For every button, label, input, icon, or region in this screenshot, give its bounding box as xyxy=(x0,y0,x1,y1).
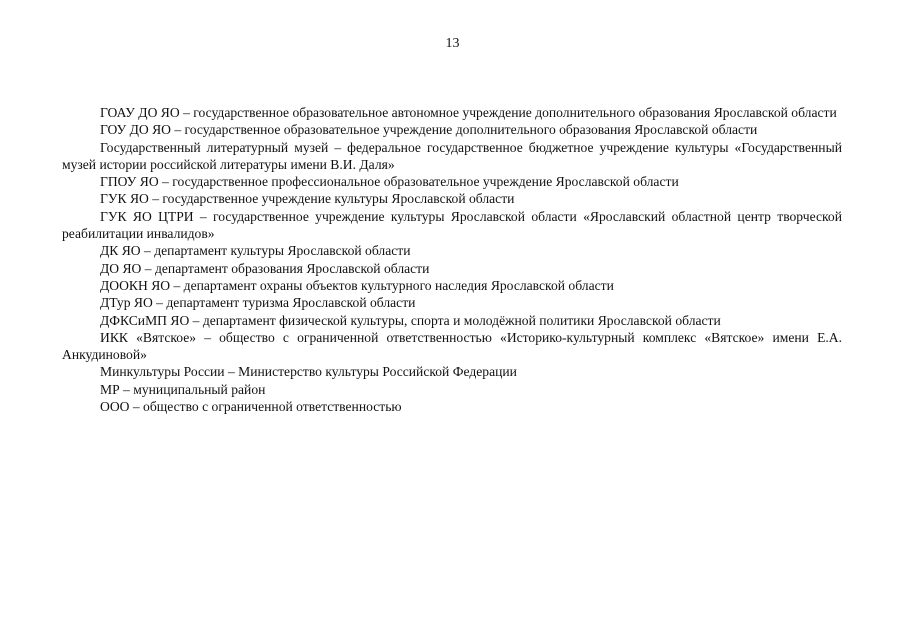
abbreviation-dtur-yao: ДТур ЯО – департамент туризма Ярославской области xyxy=(100,295,416,311)
abbreviation-gou-do-yao: ГОУ ДО ЯО – государственное образовательное учреждение дополнительного образования Ярославской области xyxy=(100,122,758,138)
abbreviation-guk-yao-ctri: ГУК ЯО ЦТРИ – государственное учреждение культуры Ярославской области «Ярославский областной центр творческой реабилитации инвалидов» xyxy=(62,208,842,242)
abbreviation-guk-yao: ГУК ЯО – государственное учреждение культуры Ярославской области xyxy=(100,191,515,207)
abbreviation-goau-do-yao: ГОАУ ДО ЯО – государственное образовательное автономное учреждение дополнительного образования Ярославской области xyxy=(100,105,837,120)
abbreviation-dk-yao: ДК ЯО – департамент культуры Ярославской области xyxy=(100,243,411,259)
abbreviations-list xyxy=(62,104,842,415)
abbreviation-mr: МР – муниципальный район xyxy=(100,381,266,397)
abbreviation-dfksimp-yao: ДФКСиМП ЯО – департамент физической культуры, спорта и молодёжной политики Ярославской области xyxy=(100,312,721,328)
abbreviation-literary-museum: Государственный литературный музей – федеральное государственное бюджетное учреждение культуры «Государственный музей истории российской литературы имени В.И. Даля» xyxy=(62,139,842,172)
abbreviation-dookn-yao: ДООКН ЯО – департамент охраны объектов культурного наследия Ярославской области xyxy=(100,277,614,293)
abbreviation-minkultury: Минкультуры России – Министерство культуры Российской Федерации xyxy=(100,364,517,380)
abbreviation-gpou-yao: ГПОУ ЯО – государственное профессиональное образовательное учреждение Ярославской области xyxy=(100,174,679,190)
abbreviation-ikk-vyatskoe: ИКК «Вятское» – общество с ограниченной ответственностью «Историко-культурный комплекс «Вятское» имени Е.А. Анкудиновой» xyxy=(62,329,842,363)
abbreviation-ooo: ООО – общество с ограниченной ответственностью xyxy=(100,399,402,415)
page-number: 13 xyxy=(445,36,460,51)
abbreviation-do-yao: ДО ЯО – департамент образования Ярославской области xyxy=(100,260,430,276)
